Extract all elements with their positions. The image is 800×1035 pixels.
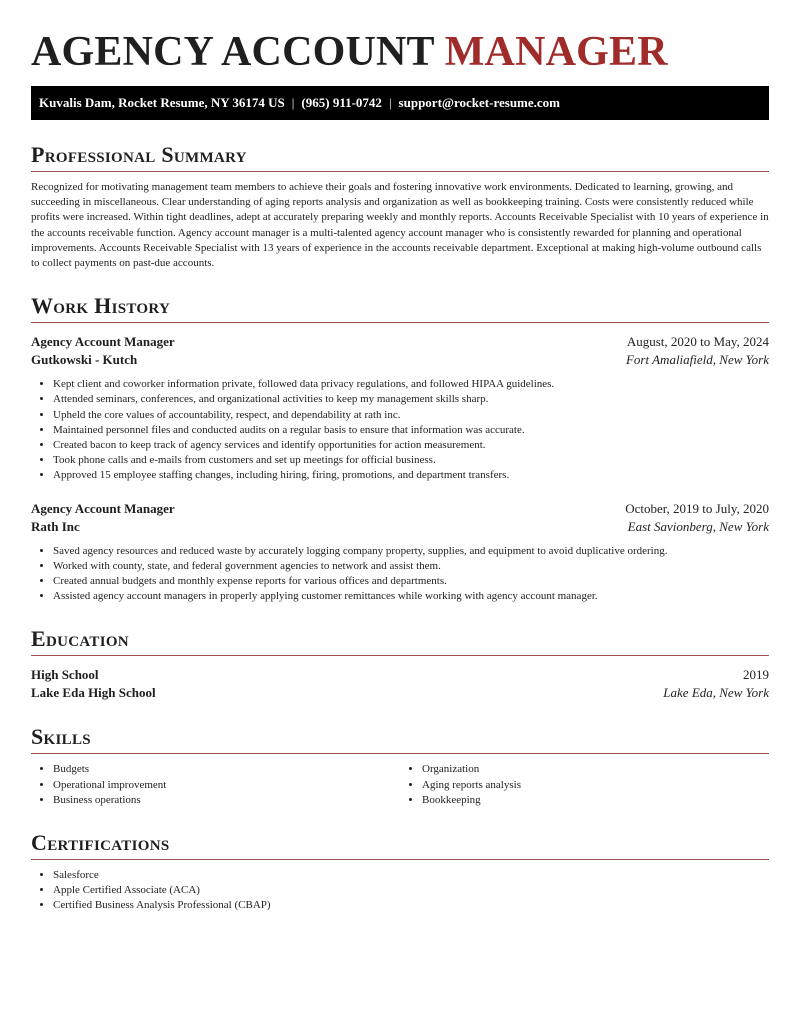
contact-phone: (965) 911-0742 (301, 95, 382, 110)
job-company: Gutkowski - Kutch (31, 352, 138, 368)
list-item: • Operational improvement (53, 778, 400, 793)
list-item: • Bookkeeping (422, 793, 769, 808)
list-item: • Organization (422, 762, 769, 777)
list-item: • Saved agency resources and reduced waste by accurately logging company property, supplies, and equipment to avoid duplicative ordering. (53, 544, 769, 559)
title-accent: MANAGER (444, 29, 668, 75)
education-entry (31, 666, 769, 702)
skills-column-left (31, 762, 400, 808)
job-title: Agency Account Manager (31, 334, 175, 350)
skills-column-right (400, 762, 769, 808)
list-item: • Maintained personnel files and conducted audits on a regular basis to ensure that information was accurate. (53, 423, 769, 438)
job-bullets (31, 377, 769, 483)
job-dates: October, 2019 to July, 2020 (625, 500, 769, 516)
skills-list (31, 762, 769, 808)
section-title-summary: Professional Summary (31, 142, 769, 172)
list-item: • Created annual budgets and monthly expense reports for various offices and departments. (53, 574, 769, 589)
education-year: 2019 (743, 667, 769, 683)
list-item: • Assisted agency account managers in properly applying customer remittances while working with agency account manager. (53, 589, 769, 604)
contact-address: Kuvalis Dam, Rocket Resume, NY 36174 US (39, 95, 285, 110)
summary-text: Recognized for motivating management team members to achieve their goals and fostering innovative work environments. Dedicated to learning, growing, and succeeding in miscellaneous. Clear understanding of aging reports analysis and organization as well as bookkeeping training. Costs were consistently reduced while profits were increased. Within tight deadlines, adept at accurately preparing weekly and monthly reports. Accounts Receivable Specialist with 10 years of experience in the accounts receivable function. Agency account manager is a multi-talented agency account manager who is consistently rewarded for planning and operational improvements. Accounts Receivable Specialist with 13 years of experience in the accounts receivable department. Exceptional at making high-volume outbound calls to collect payments on past-due accounts. (31, 181, 769, 270)
list-item: • Attended seminars, conferences, and organizational activities to keep my management skills sharp. (53, 392, 769, 407)
list-item: • Salesforce (53, 868, 769, 883)
section-title-work-history: Work History (31, 293, 769, 323)
education-degree: High School (31, 667, 99, 683)
job-location: East Savionberg, New York (627, 518, 769, 534)
list-item: • Created bacon to keep track of agency services and identify opportunities for action measurement. (53, 438, 769, 453)
list-item: • Aging reports analysis (422, 778, 769, 793)
education-school: Lake Eda High School (31, 685, 156, 701)
list-item: • Upheld the core values of accountability, respect, and dependability at rath inc. (53, 408, 769, 423)
contact-bar (31, 86, 769, 120)
list-item: • Took phone calls and e-mails from customers and set up meetings for official business. (53, 453, 769, 468)
list-item: • Kept client and coworker information private, followed data privacy regulations, and followed HIPAA guidelines. (53, 377, 769, 392)
job-title: Agency Account Manager (31, 500, 175, 516)
job-dates: August, 2020 to May, 2024 (626, 334, 769, 350)
education-location: Lake Eda, New York (663, 685, 769, 701)
certifications-list (31, 868, 769, 914)
list-item: • Business operations (53, 793, 400, 808)
list-item: • Budgets (53, 762, 400, 777)
title-main: AGENCY ACCOUNT (31, 29, 435, 75)
section-title-certifications: Certifications (31, 830, 769, 860)
list-item: • Worked with county, state, and federal government agencies to network and assist them. (53, 559, 769, 574)
job-location: Fort Amaliafield, New York (625, 352, 769, 368)
list-item: • Certified Business Analysis Professional (CBAP) (53, 898, 769, 913)
contact-email: support@rocket-resume.com (398, 95, 560, 110)
resume-title (31, 30, 769, 78)
section-title-skills: Skills (31, 724, 769, 754)
job-bullets (31, 544, 769, 605)
job-entry (31, 333, 769, 483)
job-company: Rath Inc (31, 518, 80, 534)
section-title-education: Education (31, 626, 769, 656)
job-entry (31, 500, 769, 605)
contact-separator: | (291, 95, 295, 110)
contact-separator: | (388, 95, 392, 110)
list-item: • Approved 15 employee staffing changes, including hiring, firing, promotions, and department transfers. (53, 468, 769, 483)
list-item: • Apple Certified Associate (ACA) (53, 883, 769, 898)
